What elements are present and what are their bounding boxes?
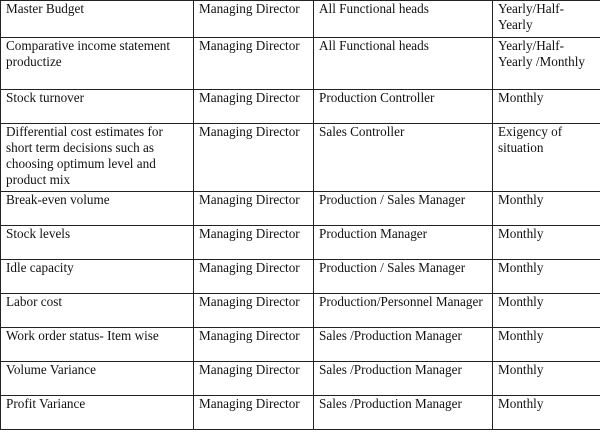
report-name-cell: Stock turnover — [1, 90, 194, 124]
report-name-cell: Comparative income statement productize — [1, 38, 194, 90]
frequency-cell: Monthly — [493, 226, 600, 260]
report-name-cell: Labor cost — [1, 294, 194, 328]
table-row — [1, 260, 600, 294]
table-row — [1, 396, 600, 430]
frequency-cell: Monthly — [493, 362, 600, 396]
frequency-cell: Monthly — [493, 192, 600, 226]
report-name-cell: Idle capacity — [1, 260, 194, 294]
prepared-for-cell: Managing Director — [194, 226, 314, 260]
prepared-by-cell: Production Manager — [314, 226, 493, 260]
prepared-for-cell: Managing Director — [194, 90, 314, 124]
frequency-cell: Monthly — [493, 90, 600, 124]
prepared-for-cell: Managing Director — [194, 124, 314, 192]
table-row — [1, 90, 600, 124]
report-name-cell: Differential cost estimates for short term decisions such as choosing optimum level and product mix — [1, 124, 194, 192]
prepared-for-cell: Managing Director — [194, 260, 314, 294]
prepared-by-cell: All Functional heads — [314, 38, 493, 90]
frequency-cell: Monthly — [493, 396, 600, 430]
prepared-for-cell: Managing Director — [194, 38, 314, 90]
report-name-cell: Profit Variance — [1, 396, 194, 430]
table-row — [1, 362, 600, 396]
prepared-for-cell: Managing Director — [194, 362, 314, 396]
frequency-cell: Yearly/Half-Yearly — [493, 1, 600, 38]
frequency-cell: Exigency of situation — [493, 124, 600, 192]
table-row — [1, 192, 600, 226]
prepared-for-cell: Managing Director — [194, 328, 314, 362]
prepared-by-cell: Sales /Production Manager — [314, 362, 493, 396]
report-name-cell: Master Budget — [1, 1, 194, 38]
prepared-for-cell: Managing Director — [194, 396, 314, 430]
prepared-for-cell: Managing Director — [194, 294, 314, 328]
prepared-by-cell: Production/Personnel Manager — [314, 294, 493, 328]
frequency-cell: Monthly — [493, 328, 600, 362]
report-name-cell: Break-even volume — [1, 192, 194, 226]
prepared-for-cell: Managing Director — [194, 1, 314, 38]
report-name-cell: Work order status- Item wise — [1, 328, 194, 362]
prepared-by-cell: All Functional heads — [314, 1, 493, 38]
frequency-cell: Monthly — [493, 260, 600, 294]
table-row — [1, 124, 600, 192]
prepared-by-cell: Sales /Production Manager — [314, 396, 493, 430]
frequency-cell: Yearly/Half-Yearly /Monthly — [493, 38, 600, 90]
prepared-by-cell: Production Controller — [314, 90, 493, 124]
prepared-by-cell: Production / Sales Manager — [314, 192, 493, 226]
table-row — [1, 226, 600, 260]
frequency-cell: Monthly — [493, 294, 600, 328]
table-row — [1, 1, 600, 38]
report-name-cell: Volume Variance — [1, 362, 194, 396]
prepared-for-cell: Managing Director — [194, 192, 314, 226]
prepared-by-cell: Production / Sales Manager — [314, 260, 493, 294]
table-row — [1, 328, 600, 362]
prepared-by-cell: Sales /Production Manager — [314, 328, 493, 362]
prepared-by-cell: Sales Controller — [314, 124, 493, 192]
table-row — [1, 38, 600, 90]
table-row — [1, 294, 600, 328]
report-name-cell: Stock levels — [1, 226, 194, 260]
